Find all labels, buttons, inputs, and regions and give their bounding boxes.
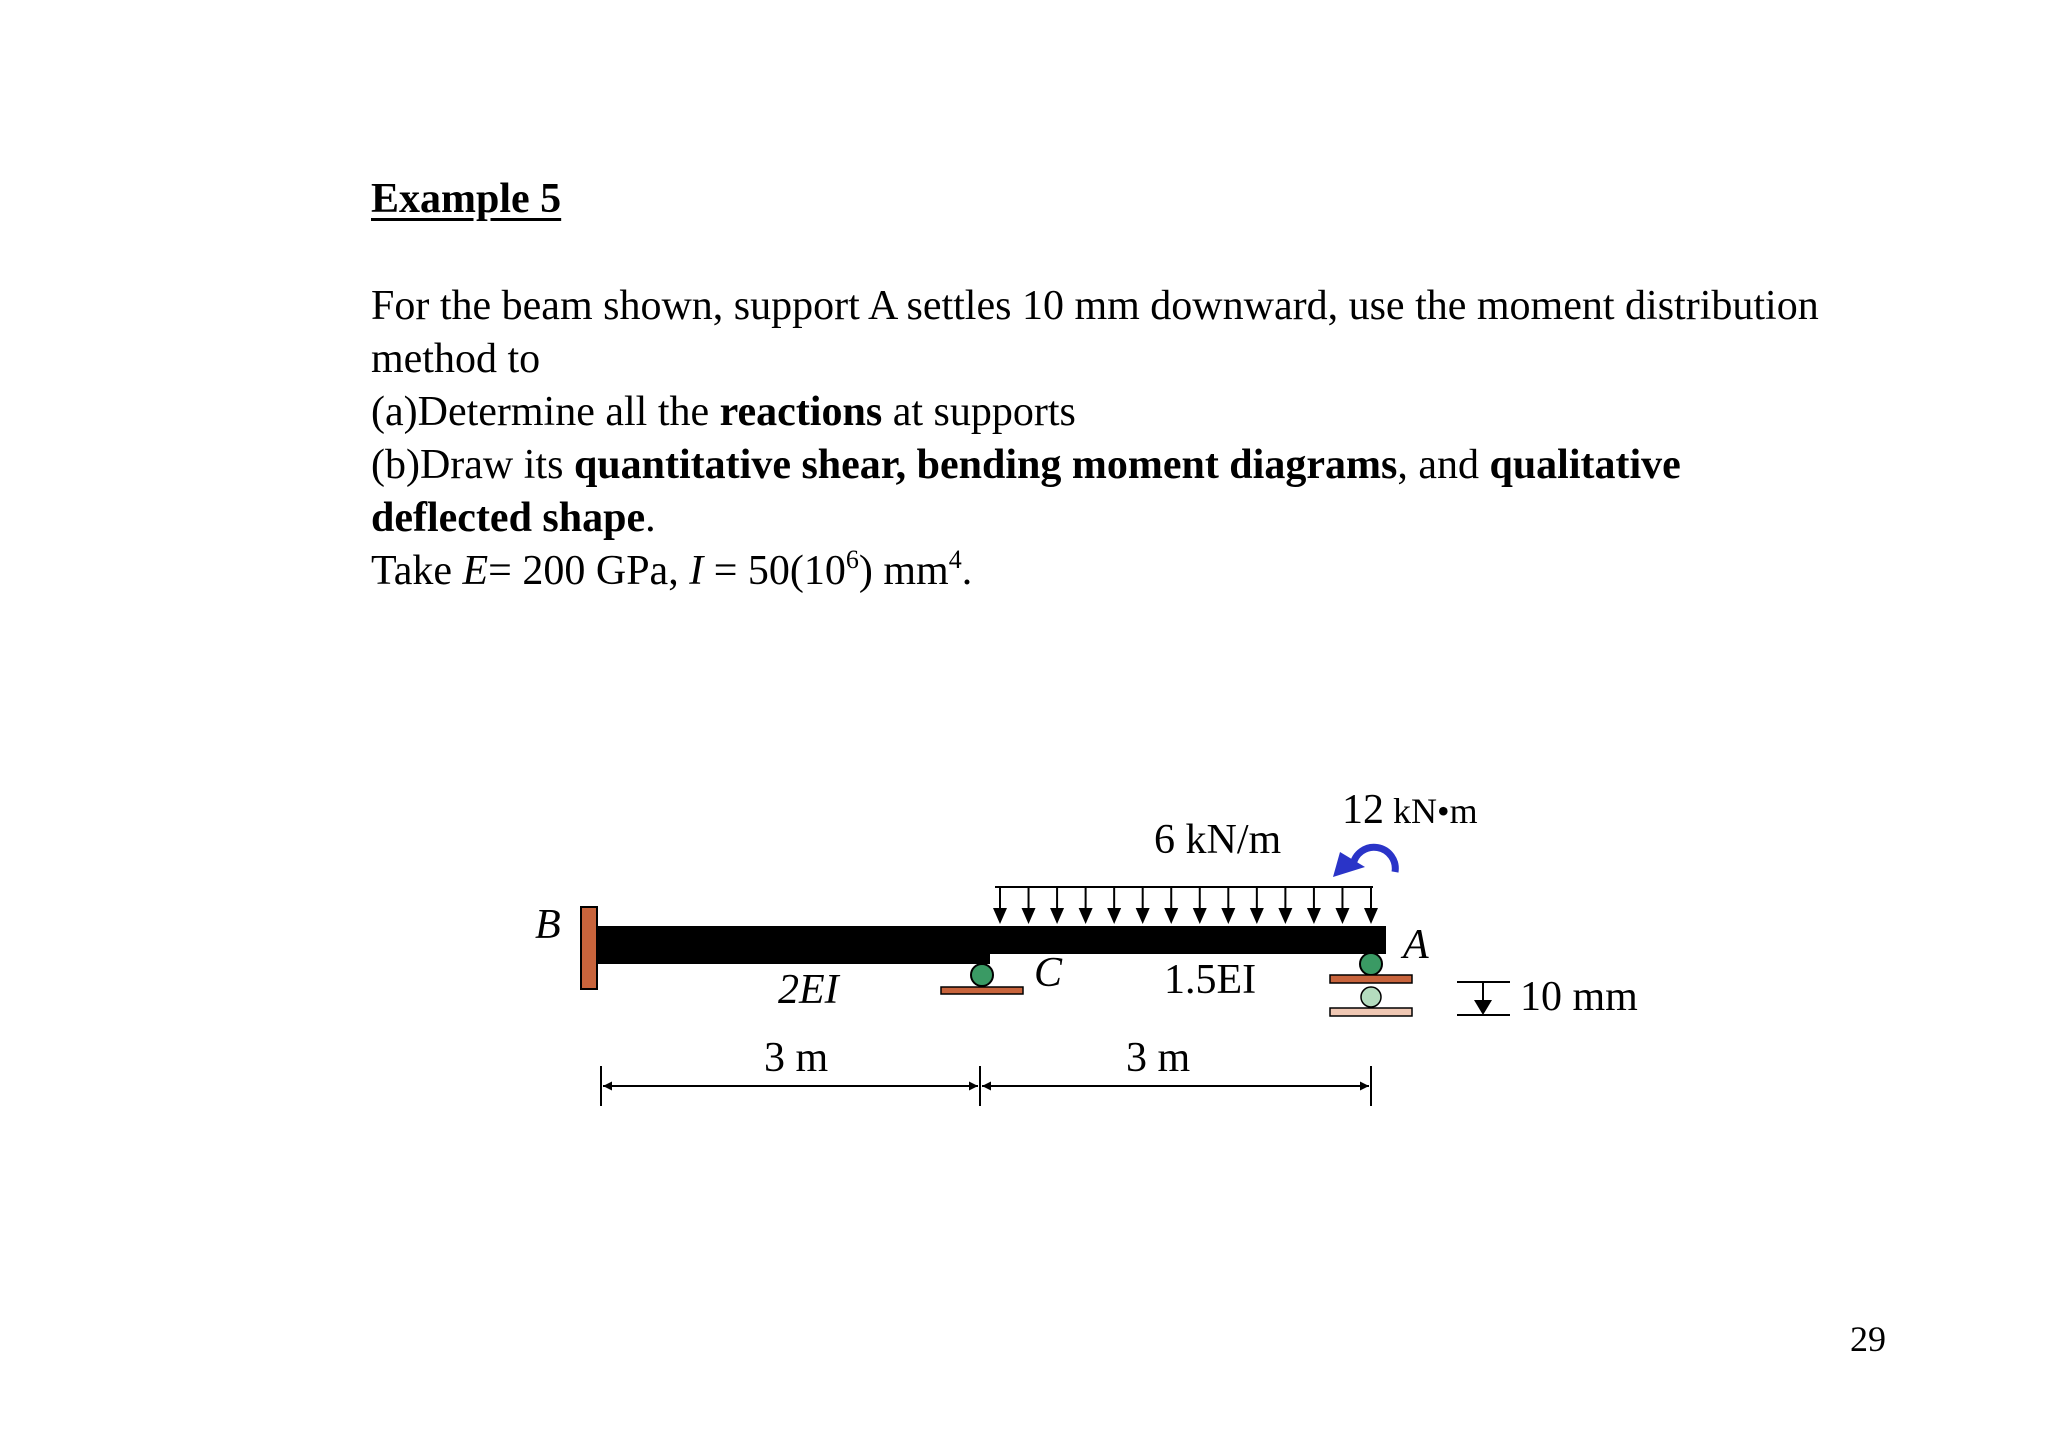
settlement-indicator xyxy=(1457,982,1510,1015)
dimension-lines xyxy=(601,1066,1371,1106)
settlement-label: 10 mm xyxy=(1520,974,1638,1020)
support-label-c: C xyxy=(1034,950,1063,996)
load-arrow-head xyxy=(1079,908,1093,924)
load-arrow-head xyxy=(1221,908,1235,924)
problem-part-a: (a)Determine all the reactions at supports xyxy=(371,389,1076,435)
problem-intro: For the beam shown, support A settles 10 mm downward, use the moment distribution method to xyxy=(371,283,1819,382)
load-arrow-head xyxy=(1022,908,1036,924)
stiffness-label-ca: 1.5EI xyxy=(1164,957,1257,1003)
load-arrow-head xyxy=(1364,908,1378,924)
span-length-bc: 3 m xyxy=(764,1035,829,1081)
load-arrow-head xyxy=(993,908,1007,924)
support-label-a: A xyxy=(1403,922,1429,968)
beam-segment-bc xyxy=(597,926,990,964)
problem-given-values: Take E= 200 GPa, $I = 50(10^6)$ $mm^4$. xyxy=(371,545,973,594)
problem-part-b: (b)Draw its quantitative shear, bending moment diagrams, and qualitative deflected shape. xyxy=(371,442,1681,541)
page-number: 29 xyxy=(1850,1319,1886,1359)
stiffness-label-bc: 2EI xyxy=(778,967,839,1013)
load-arrow-head xyxy=(1278,908,1292,924)
moment-load-label: 12 kN•m xyxy=(1342,787,1478,833)
roller-support-a-plate xyxy=(1330,975,1412,983)
fixed-support-wall xyxy=(581,907,597,989)
load-arrow-head xyxy=(1050,908,1064,924)
roller-support-a-settled xyxy=(1361,987,1381,1007)
span-length-ca: 3 m xyxy=(1126,1035,1191,1081)
example-heading: Example 5 xyxy=(371,176,562,222)
roller-support-a xyxy=(1360,953,1382,975)
load-arrow-head xyxy=(1307,908,1321,924)
pin-support-c xyxy=(971,964,993,986)
load-arrow-head xyxy=(1250,908,1264,924)
distributed-load xyxy=(993,887,1378,924)
distributed-load-arrows xyxy=(993,887,1378,924)
pin-support-c-base xyxy=(941,987,1023,994)
load-arrow-head xyxy=(1136,908,1150,924)
distributed-load-label: 6 kN/m xyxy=(1154,817,1282,863)
load-arrow-head xyxy=(1164,908,1178,924)
load-arrow-head xyxy=(1193,908,1207,924)
load-arrow-head xyxy=(1335,908,1349,924)
support-label-b: B xyxy=(535,902,561,948)
load-arrow-head xyxy=(1107,908,1121,924)
roller-support-a-settled-plate xyxy=(1330,1008,1412,1016)
